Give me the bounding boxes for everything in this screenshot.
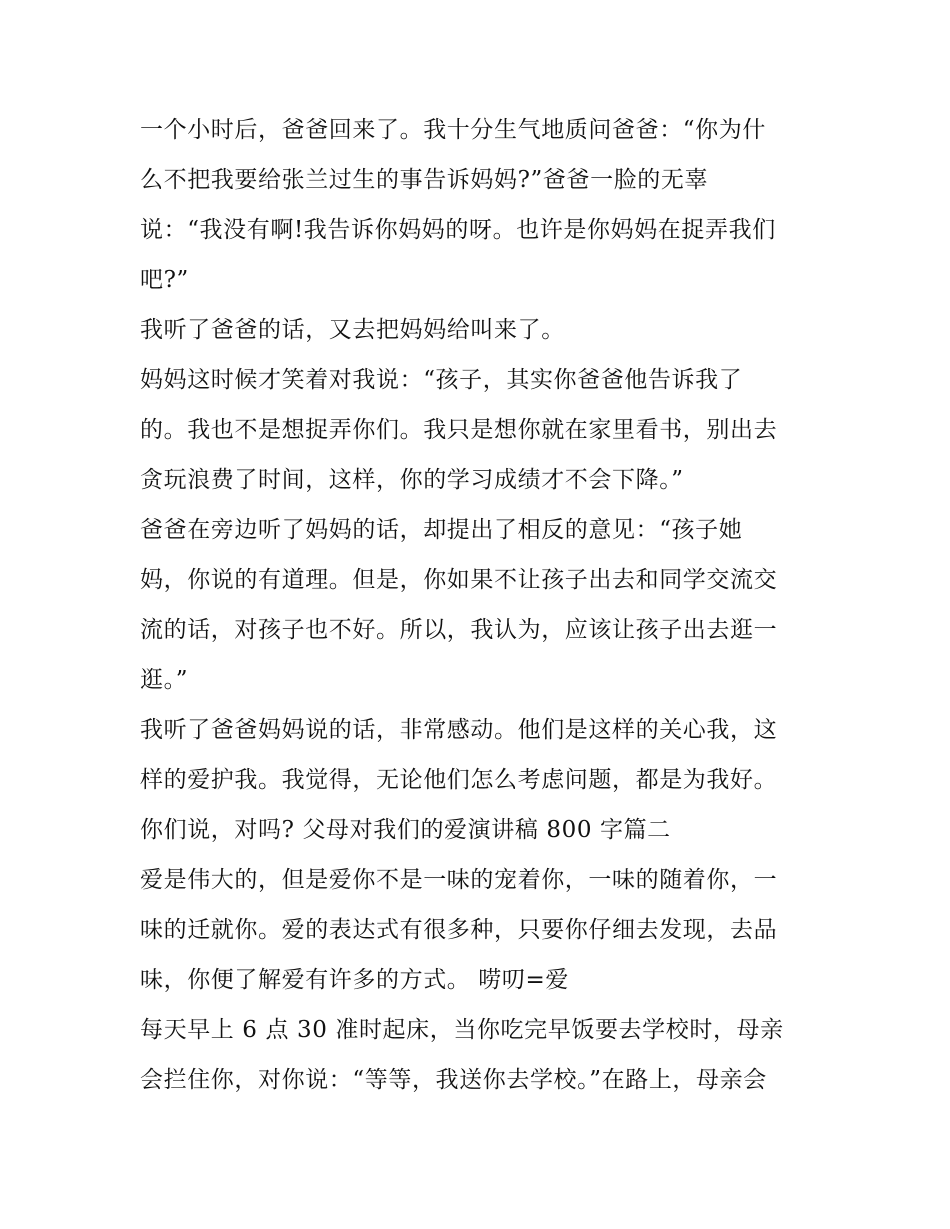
text-line-20: 会拦住你，对你说：“等等，我送你去学校。”在路上，母亲会	[140, 1067, 767, 1093]
text-line-14: 样的爱护我。我觉得，无论他们怎么考虑问题，都是为我好。	[140, 767, 778, 793]
text-line-9: 爸爸在旁边听了妈妈的话，却提出了相反的意见：“孩子她	[140, 517, 743, 543]
text-line-16: 爱是伟大的，但是爱你不是一味的宠着你，一味的随着你，一	[140, 867, 778, 893]
text-line-7: 的。我也不是想捉弄你们。我只是想你就在家里看书，别出去	[140, 417, 778, 443]
text-line-8: 贪玩浪费了时间，这样，你的学习成绩才不会下降。”	[140, 467, 684, 493]
text-line-17: 味的迁就你。爱的表达式有很多种，只要你仔细去发现，去品	[140, 917, 778, 943]
text-line-2: 么不把我要给张兰过生的事告诉妈妈?”爸爸一脸的无辜	[140, 167, 709, 193]
text-line-12: 逛。”	[140, 667, 189, 693]
text-line-5: 我听了爸爸的话，又去把妈妈给叫来了。	[140, 317, 565, 343]
text-line-18: 味，你便了解爱有许多的方式。 唠叨=爱	[140, 967, 569, 993]
text-line-4: 吧?”	[140, 267, 189, 293]
text-line-11: 流的话，对孩子也不好。所以，我认为，应该让孩子出去逛一	[140, 617, 778, 643]
text-line-19: 每天早上 6 点 30 准时起床，当你吃完早饭要去学校时，母亲	[140, 1017, 784, 1043]
text-line-6: 妈妈这时候才笑着对我说：“孩子，其实你爸爸他告诉我了	[140, 367, 743, 393]
text-line-15: 你们说，对吗? 父母对我们的爱演讲稿 800 字篇二	[140, 817, 671, 843]
text-line-1: 一个小时后，爸爸回来了。我十分生气地质问爸爸：“你为什	[140, 117, 766, 143]
text-line-13: 我听了爸爸妈妈说的话，非常感动。他们是这样的关心我，这	[140, 717, 778, 743]
text-line-10: 妈，你说的有道理。但是，你如果不让孩子出去和同学交流交	[140, 567, 778, 593]
text-line-3: 说：“我没有啊!我告诉你妈妈的呀。也许是你妈妈在捉弄我们	[140, 217, 776, 243]
